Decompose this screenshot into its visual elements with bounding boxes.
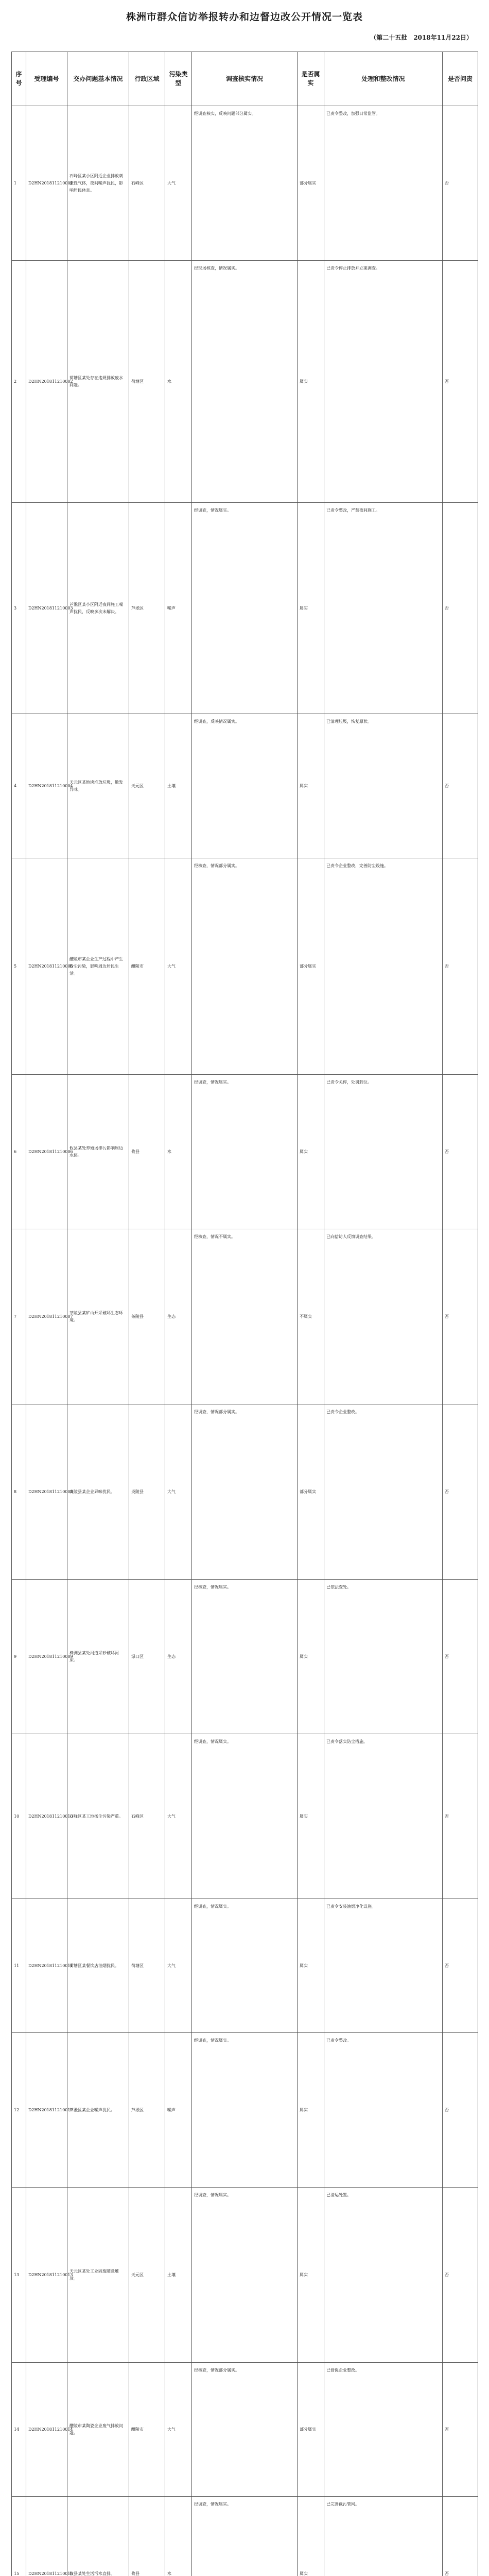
- table-row: [12, 1580, 478, 1734]
- row-issue: 株洲县某处河道采砂破坏河床。: [67, 1580, 129, 1734]
- row-is-true: 属实: [298, 2188, 324, 2363]
- row-case-id: D2HN201811210003: [26, 503, 67, 714]
- row-handling: 已清理垃圾，恢复原状。: [324, 714, 443, 858]
- row-handling: 已责令整改，严禁夜间施工。: [324, 503, 443, 714]
- row-accountability: 否: [443, 2033, 478, 2188]
- row-verification: 经调查，情况属实。: [192, 503, 298, 714]
- row-number: 14: [12, 2363, 26, 2497]
- table-row: [12, 858, 478, 1075]
- table-row: [12, 106, 478, 261]
- batch-label: （第二十五批 2018年11月22日）: [370, 34, 473, 41]
- row-verification: 经调查，情况属实。: [192, 1075, 298, 1229]
- row-region: 石峰区: [129, 106, 165, 261]
- col-verification: 调查核实情况: [192, 52, 298, 106]
- row-handling: 已向信访人反馈调查结果。: [324, 1229, 443, 1404]
- row-issue: 攸县某处养殖场排污影响周边水体。: [67, 1075, 129, 1229]
- row-verification: 经核查，情况不属实。: [192, 1229, 298, 1404]
- row-handling: 已责令停止排放并立案调查。: [324, 261, 443, 503]
- row-number: 10: [12, 1734, 26, 1899]
- row-region: 炎陵县: [129, 1404, 165, 1580]
- col-pollution-type: 污染类型: [165, 52, 192, 106]
- row-number: 2: [12, 261, 26, 503]
- table-row: [12, 2188, 478, 2363]
- row-pollution-type: 大气: [165, 1899, 192, 2033]
- row-case-id: D2HN201811210006: [26, 1075, 67, 1229]
- row-number: 5: [12, 858, 26, 1075]
- row-region: 芦淞区: [129, 503, 165, 714]
- row-accountability: 否: [443, 1734, 478, 1899]
- row-case-id: D2HN201811210014: [26, 2363, 67, 2497]
- row-verification: 经核查，情况部分属实。: [192, 2363, 298, 2497]
- table-header-row: [12, 52, 478, 106]
- row-pollution-type: 水: [165, 1075, 192, 1229]
- table-row: [12, 503, 478, 714]
- row-handling: 已责令落实防尘措施。: [324, 1734, 443, 1899]
- row-accountability: 否: [443, 714, 478, 858]
- row-case-id: D2HN201811210007: [26, 1229, 67, 1404]
- row-handling: 已责令企业整改，完善防尘设施。: [324, 858, 443, 1075]
- row-verification: 经调查，情况属实。: [192, 2188, 298, 2363]
- row-verification: 经调查，情况属实。: [192, 1734, 298, 1899]
- row-case-id: D2HN201811210004: [26, 714, 67, 858]
- row-issue: 醴陵市某陶瓷企业废气排放问题。: [67, 2363, 129, 2497]
- row-accountability: 否: [443, 261, 478, 503]
- row-case-id: D2HN201811210010: [26, 1734, 67, 1899]
- row-handling: 已清运处置。: [324, 2188, 443, 2363]
- row-is-true: 不属实: [298, 1229, 324, 1404]
- table-row: [12, 1899, 478, 2033]
- table-row: [12, 2497, 478, 2576]
- row-number: 8: [12, 1404, 26, 1580]
- row-accountability: 否: [443, 1899, 478, 2033]
- row-region: 攸县: [129, 1075, 165, 1229]
- row-pollution-type: 大气: [165, 858, 192, 1075]
- row-is-true: 部分属实: [298, 106, 324, 261]
- row-region: 醴陵市: [129, 2363, 165, 2497]
- row-number: 11: [12, 1899, 26, 2033]
- row-number: 4: [12, 714, 26, 858]
- row-issue: 天元区某地块堆放垃圾，散发异味。: [67, 714, 129, 858]
- row-number: 3: [12, 503, 26, 714]
- row-is-true: 属实: [298, 2033, 324, 2188]
- row-case-id: D2HN201811210005: [26, 858, 67, 1075]
- row-pollution-type: 大气: [165, 2363, 192, 2497]
- row-case-id: D2HN201811210015: [26, 2497, 67, 2576]
- row-issue: 荷塘区某处存在违规排放废水问题。: [67, 261, 129, 503]
- row-region: 渌口区: [129, 1580, 165, 1734]
- row-number: 13: [12, 2188, 26, 2363]
- row-handling: 已责令整改。: [324, 2033, 443, 2188]
- row-issue: 炎陵县某企业异味扰民。: [67, 1404, 129, 1580]
- row-case-id: D2HN201811210002: [26, 261, 67, 503]
- row-pollution-type: 大气: [165, 1734, 192, 1899]
- row-accountability: 否: [443, 858, 478, 1075]
- table-row: [12, 1229, 478, 1404]
- petition-table: [11, 52, 478, 2576]
- row-accountability: 否: [443, 2363, 478, 2497]
- row-verification: 经调查，情况部分属实。: [192, 1404, 298, 1580]
- row-handling: 已责令关停，处罚到位。: [324, 1075, 443, 1229]
- row-case-id: D2HN201811210008: [26, 1404, 67, 1580]
- row-is-true: 属实: [298, 2497, 324, 2576]
- row-verification: 经核查，情况部分属实。: [192, 858, 298, 1075]
- row-handling: 已责令安装油烟净化设施。: [324, 1899, 443, 2033]
- row-region: 芦淞区: [129, 2033, 165, 2188]
- row-number: 12: [12, 2033, 26, 2188]
- row-region: 攸县: [129, 2497, 165, 2576]
- table-row: [12, 1404, 478, 1580]
- row-is-true: 部分属实: [298, 1404, 324, 1580]
- row-is-true: 属实: [298, 503, 324, 714]
- row-accountability: 否: [443, 1404, 478, 1580]
- row-number: 6: [12, 1075, 26, 1229]
- row-verification: 经现场核查，情况属实。: [192, 261, 298, 503]
- row-verification: 经调查，反映情况属实。: [192, 714, 298, 858]
- row-is-true: 属实: [298, 1734, 324, 1899]
- row-verification: 经核查，情况属实。: [192, 1580, 298, 1734]
- row-issue: 攸县某处生活污水直排。: [67, 2497, 129, 2576]
- row-region: 醴陵市: [129, 858, 165, 1075]
- row-is-true: 部分属实: [298, 2363, 324, 2497]
- row-is-true: 属实: [298, 714, 324, 858]
- row-is-true: 属实: [298, 1075, 324, 1229]
- table-row: [12, 261, 478, 503]
- row-region: 天元区: [129, 714, 165, 858]
- col-case-id: 受理编号: [26, 52, 67, 106]
- row-pollution-type: 大气: [165, 106, 192, 261]
- row-handling: 已督促企业整改。: [324, 2363, 443, 2497]
- row-verification: 经调查核实，反映问题部分属实。: [192, 106, 298, 261]
- row-accountability: 否: [443, 1075, 478, 1229]
- row-pollution-type: 生态: [165, 1580, 192, 1734]
- table-row: [12, 2363, 478, 2497]
- row-handling: 已责令整改，加强日常监管。: [324, 106, 443, 261]
- row-issue: 醴陵市某企业生产过程中产生粉尘污染，影响周边居民生活。: [67, 858, 129, 1075]
- row-region: 荷塘区: [129, 1899, 165, 2033]
- row-accountability: 否: [443, 1580, 478, 1734]
- col-handling: 处理和整改情况: [324, 52, 443, 106]
- row-region: 天元区: [129, 2188, 165, 2363]
- row-verification: 经调查，情况属实。: [192, 2497, 298, 2576]
- row-region: 石峰区: [129, 1734, 165, 1899]
- row-handling: 已依法查处。: [324, 1580, 443, 1734]
- row-number: 15: [12, 2497, 26, 2576]
- row-region: 荷塘区: [129, 261, 165, 503]
- col-issue: 交办问题基本情况: [67, 52, 129, 106]
- row-issue: 芦淞区某小区附近夜间施工噪声扰民，反映多次未解决。: [67, 503, 129, 714]
- row-pollution-type: 水: [165, 261, 192, 503]
- row-issue: 天元区某处工业固废随意堆放。: [67, 2188, 129, 2363]
- row-accountability: 否: [443, 2497, 478, 2576]
- table-row: [12, 714, 478, 858]
- row-handling: 已责令企业整改。: [324, 1404, 443, 1580]
- col-no: 序号: [12, 52, 26, 106]
- row-is-true: 属实: [298, 261, 324, 503]
- row-accountability: 否: [443, 106, 478, 261]
- document-title: 株洲市群众信访举报转办和边督边改公开情况一览表: [126, 11, 363, 23]
- row-issue: 荷塘区某餐饮店油烟扰民。: [67, 1899, 129, 2033]
- row-case-id: D2HN201811210001: [26, 106, 67, 261]
- row-accountability: 否: [443, 2188, 478, 2363]
- row-issue: 石峰区某小区附近企业排放刺激性气体，夜间噪声扰民，影响居民休息。: [67, 106, 129, 261]
- row-region: 茶陵县: [129, 1229, 165, 1404]
- row-number: 1: [12, 106, 26, 261]
- row-case-id: D2HN201811210012: [26, 2033, 67, 2188]
- row-number: 9: [12, 1580, 26, 1734]
- row-issue: 茶陵县某矿山开采破坏生态环境。: [67, 1229, 129, 1404]
- row-issue: 芦淞区某企业噪声扰民。: [67, 2033, 129, 2188]
- row-pollution-type: 土壤: [165, 2188, 192, 2363]
- table-row: [12, 2033, 478, 2188]
- row-pollution-type: 噪声: [165, 503, 192, 714]
- row-is-true: 部分属实: [298, 858, 324, 1075]
- col-region: 行政区域: [129, 52, 165, 106]
- row-is-true: 属实: [298, 1580, 324, 1734]
- table-row: [12, 1734, 478, 1899]
- row-verification: 经调查，情况属实。: [192, 2033, 298, 2188]
- row-issue: 石峰区某工地扬尘污染严重。: [67, 1734, 129, 1899]
- row-accountability: 否: [443, 503, 478, 714]
- col-accountability: 是否问责: [443, 52, 478, 106]
- row-pollution-type: 噪声: [165, 2033, 192, 2188]
- row-pollution-type: 水: [165, 2497, 192, 2576]
- row-pollution-type: 生态: [165, 1229, 192, 1404]
- row-case-id: D2HN201811210011: [26, 1899, 67, 2033]
- row-handling: 已完善截污管网。: [324, 2497, 443, 2576]
- row-number: 7: [12, 1229, 26, 1404]
- col-is-true: 是否属实: [298, 52, 324, 106]
- row-pollution-type: 土壤: [165, 714, 192, 858]
- row-case-id: D2HN201811210013: [26, 2188, 67, 2363]
- row-pollution-type: 大气: [165, 1404, 192, 1580]
- row-accountability: 否: [443, 1229, 478, 1404]
- row-is-true: 属实: [298, 1899, 324, 2033]
- row-verification: 经调查，情况属实。: [192, 1899, 298, 2033]
- row-case-id: D2HN201811210009: [26, 1580, 67, 1734]
- table-row: [12, 1075, 478, 1229]
